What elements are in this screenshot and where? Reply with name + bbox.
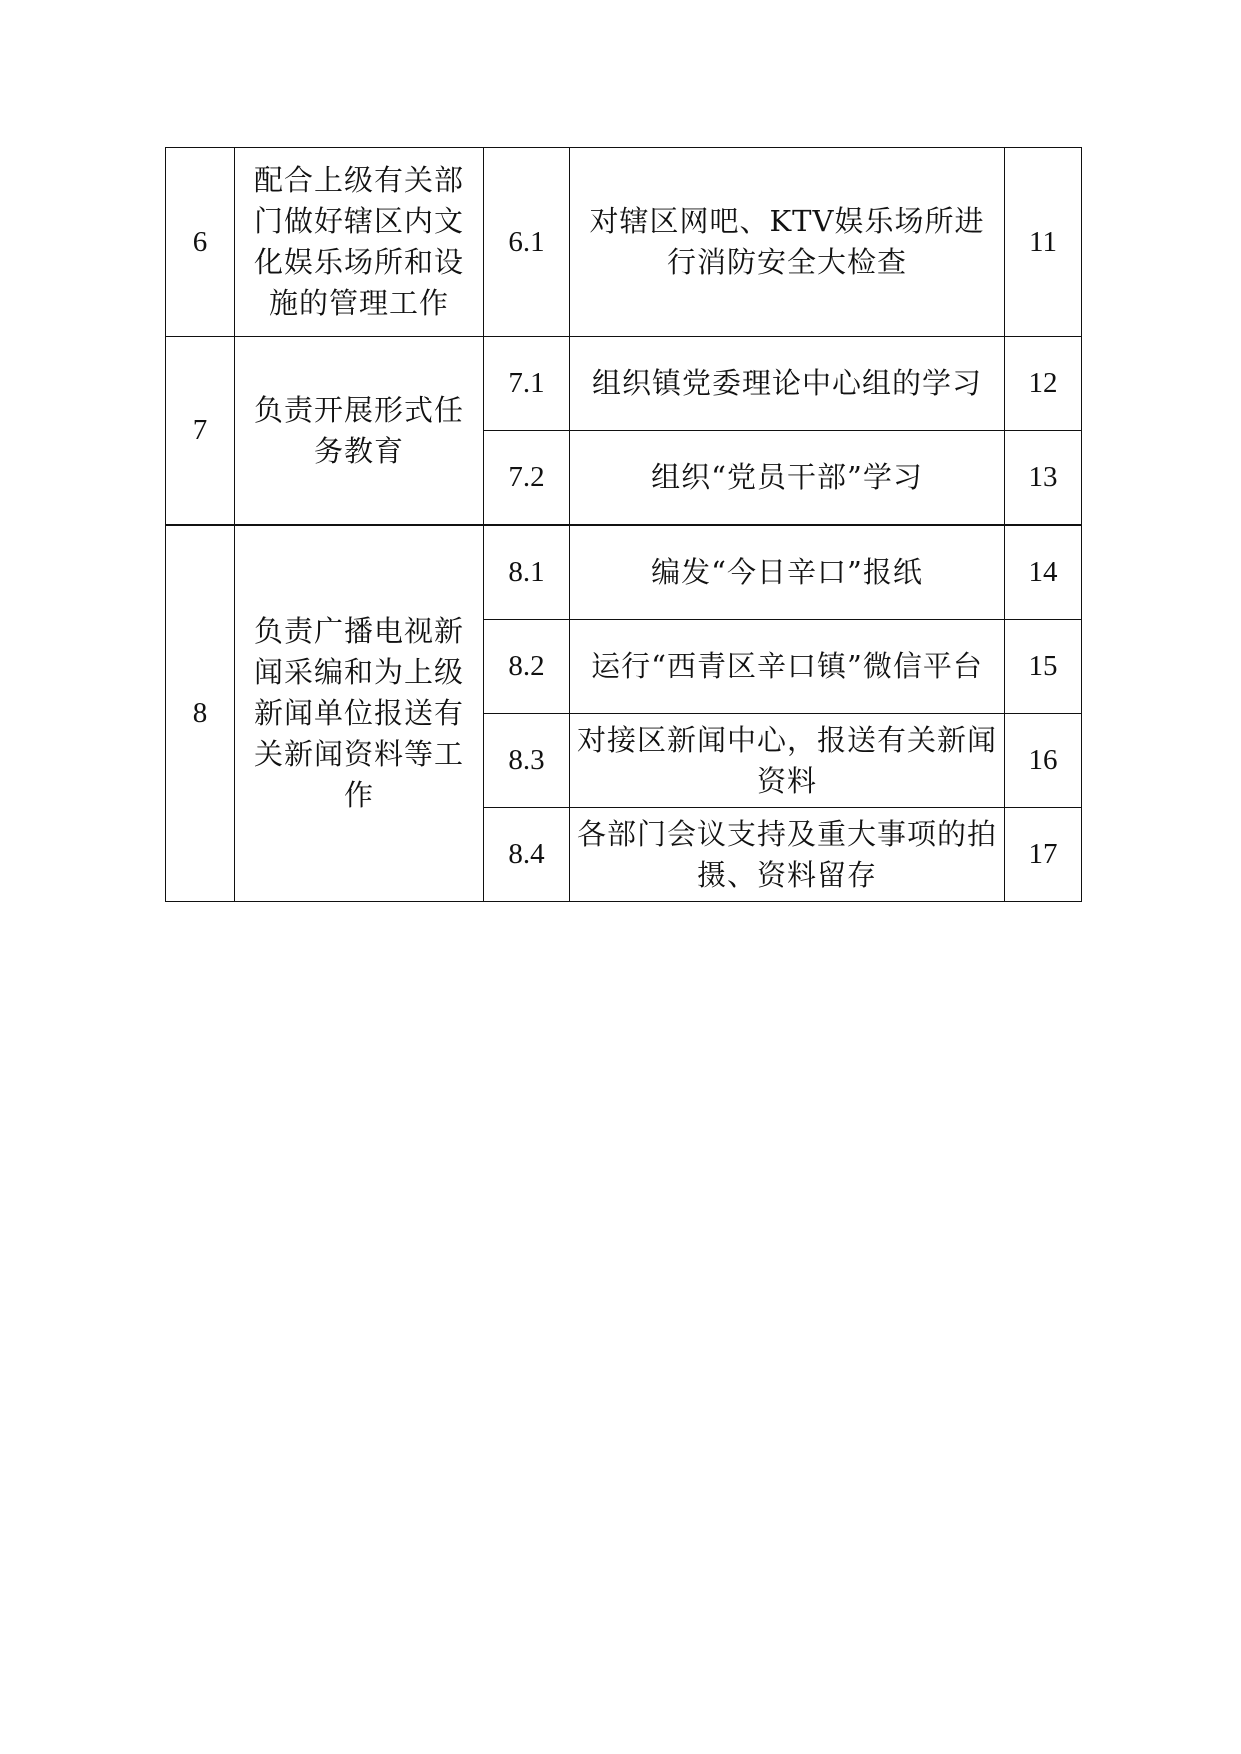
table-row [166,337,1082,431]
group-number: 6 [166,148,235,337]
item-task: 对辖区网吧、KTV娱乐场所进行消防安全大检查 [570,148,1005,337]
item-task: 编发“今日辛口”报纸 [570,525,1005,620]
table-row [166,148,1082,337]
group-duty: 配合上级有关部门做好辖区内文化娱乐场所和设施的管理工作 [235,148,484,337]
item-task: 组织镇党委理论中心组的学习 [570,337,1005,431]
group-duty: 负责开展形式任务教育 [235,337,484,526]
item-page: 11 [1005,148,1082,337]
item-task: 组织“党员干部”学习 [570,431,1005,526]
group-number: 8 [166,525,235,902]
item-code: 8.2 [484,620,570,714]
item-page: 17 [1005,808,1082,902]
item-page: 14 [1005,525,1082,620]
item-code: 8.1 [484,525,570,620]
item-page: 13 [1005,431,1082,526]
item-task: 对接区新闻中心，报送有关新闻资料 [570,714,1005,808]
item-code: 8.3 [484,714,570,808]
item-task: 运行“西青区辛口镇”微信平台 [570,620,1005,714]
item-code: 8.4 [484,808,570,902]
item-code: 7.2 [484,431,570,526]
item-page: 12 [1005,337,1082,431]
item-code: 6.1 [484,148,570,337]
item-task: 各部门会议支持及重大事项的拍摄、资料留存 [570,808,1005,902]
item-page: 15 [1005,620,1082,714]
duty-table [165,147,1082,902]
table-row [166,525,1082,620]
item-page: 16 [1005,714,1082,808]
item-code: 7.1 [484,337,570,431]
group-duty: 负责广播电视新闻采编和为上级新闻单位报送有关新闻资料等工作 [235,525,484,902]
group-number: 7 [166,337,235,526]
